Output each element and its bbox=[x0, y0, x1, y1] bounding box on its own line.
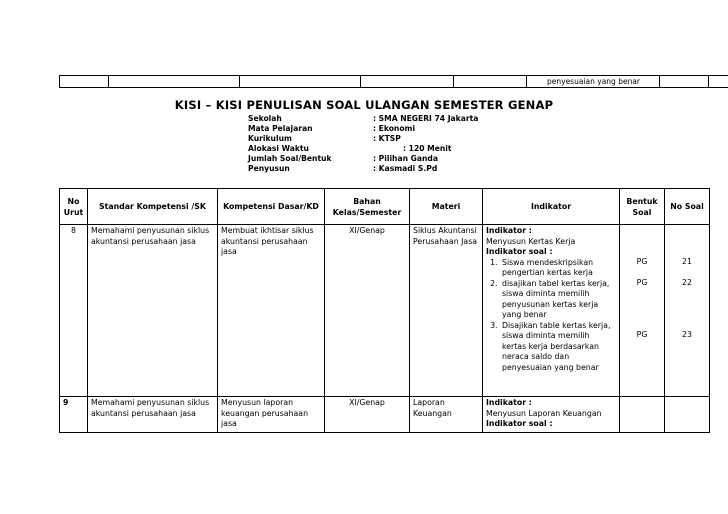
row-bahan-kelas: XI/Genap bbox=[325, 225, 410, 397]
header-kompetensi-dasar: Kompetensi Dasar/KD bbox=[218, 189, 325, 225]
indikator-soal-label: Indikator soal : bbox=[486, 247, 553, 256]
no-soal-value: 21 bbox=[682, 257, 692, 266]
bentuk-soal-value: PG bbox=[636, 278, 648, 287]
header-standar-kompetensi: Standar Kompetensi /SK bbox=[88, 189, 218, 225]
kisi-kisi-table bbox=[59, 188, 710, 433]
meta-row-kurikulum bbox=[248, 134, 478, 144]
meta-label: Alokasi Waktu bbox=[248, 144, 309, 153]
row-no: 8 bbox=[60, 225, 88, 397]
row-no-soal bbox=[665, 397, 710, 433]
bentuk-soal-value: PG bbox=[636, 257, 648, 266]
meta-label: Penyusun bbox=[248, 164, 290, 173]
no-soal-value: 23 bbox=[682, 330, 692, 339]
meta-value: : 120 Menit bbox=[403, 144, 452, 153]
meta-value: : Kasmadi S.Pd bbox=[373, 164, 438, 173]
row-no-soal bbox=[665, 225, 710, 397]
meta-value: : Pilihan Ganda bbox=[373, 154, 438, 163]
meta-label: Jumlah Soal/Bentuk bbox=[248, 154, 332, 163]
row-materi: Siklus Akuntansi Perusahaan Jasa bbox=[410, 225, 483, 397]
list-item: 1. Siswa mendeskripsikan pengertian kertas kerja bbox=[500, 258, 616, 279]
no-soal-value: 22 bbox=[682, 278, 692, 287]
fragment-indikator-cell: penyesuaian yang benar bbox=[527, 76, 660, 88]
meta-value: : Ekonomi bbox=[373, 124, 416, 133]
table-row bbox=[60, 76, 728, 88]
row-bahan-kelas: XI/Genap bbox=[325, 397, 410, 433]
previous-table-fragment bbox=[59, 75, 728, 88]
header-no-urut: No Urut bbox=[60, 189, 88, 225]
meta-row-mata-pelajaran bbox=[248, 124, 478, 134]
header-no-soal: No Soal bbox=[665, 189, 710, 225]
meta-label: Mata Pelajaran bbox=[248, 124, 313, 133]
row-standar-kompetensi: Memahami penyusunan siklus akuntansi perusahaan jasa bbox=[88, 225, 218, 397]
meta-row-penyusun bbox=[248, 164, 478, 174]
header-bahan-kelas: Bahan Kelas/Semester bbox=[325, 189, 410, 225]
indikator-label: Indikator : bbox=[486, 398, 532, 407]
meta-row-sekolah bbox=[248, 114, 478, 124]
page-title: KISI – KISI PENULISAN SOAL ULANGAN SEMESTER GENAP bbox=[174, 98, 554, 112]
row-materi: Laporan Keuangan bbox=[410, 397, 483, 433]
meta-value: : SMA NEGERI 74 Jakarta bbox=[373, 114, 479, 123]
indikator-soal-list bbox=[486, 258, 616, 374]
indikator-label: Indikator : bbox=[486, 226, 532, 235]
indikator-text: Menyusun Laporan Keuangan bbox=[486, 408, 602, 418]
indikator-text: Menyusun Kertas Kerja bbox=[486, 236, 576, 246]
meta-row-jumlah-soal bbox=[248, 154, 478, 164]
header-bentuk-soal: Bentuk Soal bbox=[620, 189, 665, 225]
table-row bbox=[60, 225, 710, 397]
row-standar-kompetensi: Memahami penyusunan siklus akuntansi perusahaan jasa bbox=[88, 397, 218, 433]
bentuk-soal-value: PG bbox=[636, 330, 648, 339]
meta-row-alokasi-waktu bbox=[248, 144, 478, 154]
meta-label: Kurikulum bbox=[248, 134, 292, 143]
row-bentuk-soal bbox=[620, 397, 665, 433]
row-kompetensi-dasar: Membuat ikhtisar siklus akuntansi perusahaan jasa bbox=[218, 225, 325, 397]
meta-label: Sekolah bbox=[248, 114, 282, 123]
document-meta bbox=[248, 114, 478, 174]
row-kompetensi-dasar: Menyusun laporan keuangan perusahaan jasa bbox=[218, 397, 325, 433]
list-item: 2. disajikan tabel kertas kerja, siswa diminta memilih penyusunan kertas kerja yang benar bbox=[500, 279, 616, 321]
row-bentuk-soal bbox=[620, 225, 665, 397]
table-header-row bbox=[60, 189, 710, 225]
list-item: 3. Disajikan table kertas kerja, siswa diminta memilih kertas kerja berdasarkan neraca saldo dan penyesuaian yang benar bbox=[500, 321, 616, 374]
row-indikator bbox=[483, 225, 620, 397]
row-no: 9 bbox=[60, 397, 88, 433]
indikator-soal-label: Indikator soal : bbox=[486, 419, 553, 428]
row-indikator bbox=[483, 397, 620, 433]
header-indikator: Indikator bbox=[483, 189, 620, 225]
header-materi: Materi bbox=[410, 189, 483, 225]
meta-value: : KTSP bbox=[373, 134, 401, 143]
table-row bbox=[60, 397, 710, 433]
